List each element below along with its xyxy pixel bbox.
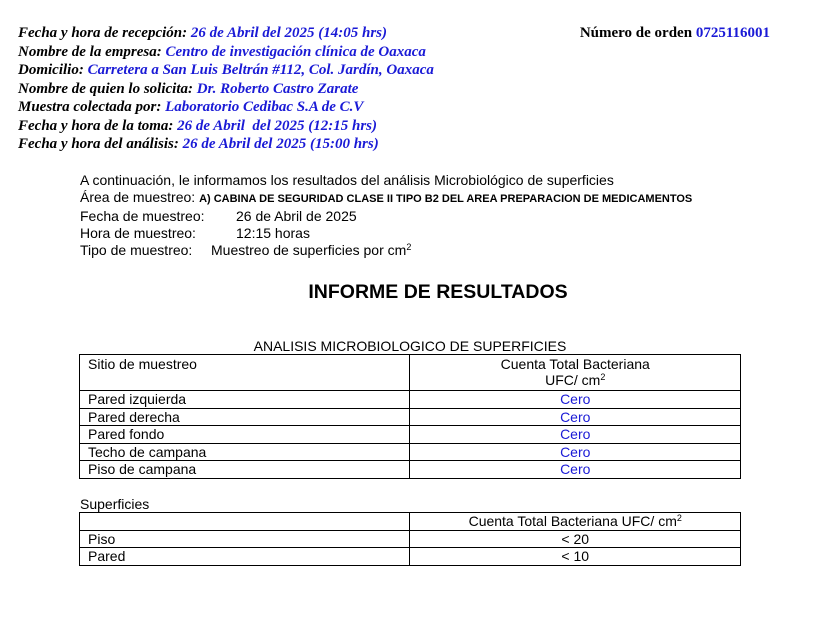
col-count-header bbox=[410, 513, 741, 531]
row-site: Pared derecha bbox=[80, 408, 410, 426]
address-label: Domicilio: bbox=[18, 62, 84, 78]
company-label: Nombre de la empresa: bbox=[18, 43, 162, 60]
intro-block bbox=[80, 172, 692, 259]
table-row bbox=[80, 461, 741, 479]
collector-line bbox=[18, 98, 808, 117]
row-site: Pared fondo bbox=[80, 426, 410, 444]
company-line bbox=[18, 43, 808, 62]
intro-line: A continuación, le informamos los resultados del análisis Microbiológico de superficies bbox=[80, 172, 614, 188]
order-value: 0725116001 bbox=[695, 25, 770, 41]
time-label: Hora de muestreo: bbox=[80, 225, 196, 241]
collector-label: Muestra colectada por: bbox=[18, 99, 162, 115]
count-header-sup: 2 bbox=[676, 513, 682, 523]
type-label: Tipo de muestreo: bbox=[80, 242, 193, 258]
requester-label: Nombre de quien lo solicita: bbox=[18, 80, 193, 97]
surfaces-label: Superficies bbox=[80, 496, 150, 512]
table-row bbox=[80, 443, 741, 461]
table-header-row bbox=[80, 513, 741, 531]
date-line bbox=[80, 208, 692, 225]
time-value: 12:15 horas bbox=[236, 225, 310, 241]
row-value: Cero bbox=[410, 391, 741, 409]
col-count-header bbox=[410, 355, 741, 391]
results-table bbox=[79, 354, 741, 479]
table-row bbox=[80, 408, 741, 426]
row-value: Cero bbox=[410, 461, 741, 479]
count-header-line2: UFC/ cm bbox=[545, 372, 601, 388]
type-sup: 2 bbox=[406, 242, 412, 252]
area-line bbox=[80, 189, 692, 208]
table-header-row bbox=[80, 355, 741, 391]
company-value: Centro de investigación clínica de Oaxaca bbox=[165, 43, 426, 60]
requester-value: Dr. Roberto Castro Zarate bbox=[196, 80, 359, 97]
count-header-line1: Cuenta Total Bacteriana bbox=[500, 356, 650, 372]
row-value: Cero bbox=[410, 443, 741, 461]
table-row bbox=[80, 530, 741, 548]
sampling-value: 26 de Abril del 2025 (12:15 hrs) bbox=[177, 117, 378, 134]
address-value: Carretera a San Luis Beltrán #112, Col. Jardín, Oaxaca bbox=[87, 62, 434, 78]
sampling-line bbox=[18, 117, 808, 136]
sampling-label: Fecha y hora de la toma: bbox=[18, 117, 174, 134]
reception-value: 26 de Abril del 2025 (14:05 hrs) bbox=[190, 25, 387, 41]
row-value: < 10 bbox=[410, 548, 741, 566]
table1-caption: ANALISIS MICROBIOLOGICO DE SUPERFICIES bbox=[253, 338, 567, 354]
row-site: Piso bbox=[80, 530, 410, 548]
row-site: Pared bbox=[80, 548, 410, 566]
count-header-text: Cuenta Total Bacteriana UFC/ cm bbox=[468, 513, 677, 529]
time-line bbox=[80, 225, 692, 242]
count-header-sup: 2 bbox=[600, 372, 606, 382]
collector-value: Laboratorio Cedibac S.A de C.V bbox=[165, 99, 364, 115]
table-row bbox=[80, 426, 741, 444]
row-value: Cero bbox=[410, 408, 741, 426]
row-value: < 20 bbox=[410, 530, 741, 548]
col-site-header bbox=[80, 513, 410, 531]
row-value: Cero bbox=[410, 426, 741, 444]
report-header bbox=[18, 24, 808, 154]
row-site: Piso de campana bbox=[80, 461, 410, 479]
requester-line bbox=[18, 80, 808, 99]
reception-label: Fecha y hora de recepción: bbox=[18, 25, 188, 41]
order-label: Número de orden bbox=[579, 25, 693, 41]
analysis-line bbox=[18, 135, 808, 154]
type-line bbox=[80, 242, 692, 259]
type-value: Muestreo de superficies por cm bbox=[211, 242, 407, 258]
date-value: 26 de Abril de 2025 bbox=[236, 208, 357, 224]
table-row bbox=[80, 548, 741, 566]
analysis-label: Fecha y hora del análisis: bbox=[18, 136, 179, 152]
date-label: Fecha de muestreo: bbox=[80, 208, 205, 224]
page-title: INFORME DE RESULTADOS bbox=[308, 281, 568, 303]
analysis-value: 26 de Abril del 2025 (15:00 hrs) bbox=[182, 136, 379, 152]
area-label: Área de muestreo: bbox=[80, 189, 196, 205]
col-site-header: Sitio de muestreo bbox=[80, 355, 410, 391]
row-site: Pared izquierda bbox=[80, 391, 410, 409]
surfaces-table bbox=[79, 512, 741, 566]
row-site: Techo de campana bbox=[80, 443, 410, 461]
address-line bbox=[18, 61, 808, 80]
table-row bbox=[80, 391, 741, 409]
order-number bbox=[580, 24, 770, 43]
area-value: A) CABINA DE SEGURIDAD CLASE II TIPO B2 DEL AREA PREPARACION DE MEDICAMENTOS bbox=[199, 193, 693, 205]
